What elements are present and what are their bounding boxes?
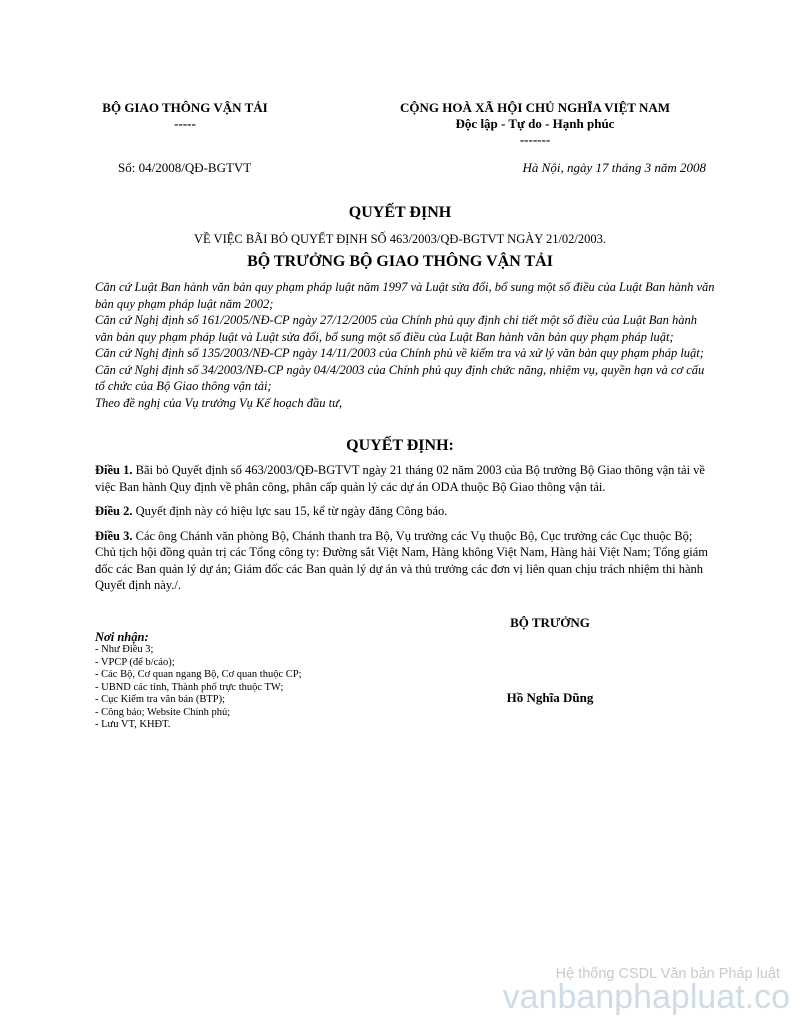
recipient-item: - Lưu VT, KHĐT. [95, 719, 171, 730]
article-text: Các ông Chánh văn phòng Bộ, Chánh thanh tra Bộ, Vụ trưởng các Vụ thuộc Bộ, Cục trưởng các Cục thuộc Bộ; Chủ tịch hội đồng quản trị các Tổng công ty: Đường sắt Việt Nam, Hàng không Việt Nam, Hàng hải Việt Nam; Tổng giám đốc các Ban quản lý dự án; Giám đốc các Ban quản lý dự án và thủ trưởng các đơn vị liên quan chịu trách nhiệm thi hành Quyết định này./. [95, 528, 709, 592]
recipient-item: - VPCP (để b/cáo); [95, 656, 175, 668]
recipient-item: - Như Điều 3; [95, 644, 154, 655]
national-header-block [330, 100, 740, 148]
watermark-site: vanbanphapluat.co [502, 978, 790, 1016]
place-and-date: Hà Nội, ngày 17 tháng 3 năm 2008 [522, 160, 706, 175]
article-2 [95, 503, 715, 520]
legal-basis-item: Căn cứ Nghị định số 135/2003/NĐ-CP ngày 14/11/2003 của Chính phủ về kiểm tra và xử lý văn bản quy phạm pháp luật; [95, 346, 704, 360]
recipient-item: - Các Bộ, Cơ quan ngang Bộ, Cơ quan thuộc CP; [95, 669, 302, 680]
issuing-agency-divider: ----- [174, 116, 196, 131]
recipient-item: - Cục Kiểm tra văn bản (BTP); [95, 694, 226, 705]
recipients-block [95, 630, 415, 732]
nation-name: CỘNG HOÀ XÃ HỘI CHỦ NGHĨA VIỆT NAM [399, 100, 671, 115]
document-subject: VỀ VIỆC BÃI BỎ QUYẾT ĐỊNH SỐ 463/2003/QĐ-BGTVT NGÀY 21/02/2003. [193, 232, 607, 246]
document-number: Số: 04/2008/QĐ-BGTVT [118, 160, 252, 175]
legal-bases [95, 279, 715, 411]
article-text: Quyết định này có hiệu lực sau 15, kể từ ngày đăng Công báo. [132, 504, 448, 518]
article-label: Điều 3. [95, 528, 133, 543]
signer-title: BỘ TRƯỞNG [510, 615, 590, 630]
national-motto: Độc lập - Tự do - Hạnh phúc [455, 116, 615, 131]
document-type-title: QUYẾT ĐỊNH [348, 204, 452, 221]
articles [95, 462, 715, 602]
recipients-heading: Nơi nhận: [95, 630, 149, 644]
decision-heading: QUYẾT ĐỊNH: [346, 437, 454, 454]
article-text: Bãi bỏ Quyết định số 463/2003/QĐ-BGTVT ngày 21 tháng 02 năm 2003 của Bộ trưởng Bộ Giao thông vận tải về việc Ban hành Quy định về phân công, phân cấp quản lý các dự án ODA thuộc Bộ Giao thông vận tải. [95, 463, 705, 494]
watermark-caption: Hệ thống CSDL Văn bản Pháp luật [555, 966, 780, 982]
article-1 [95, 462, 715, 495]
legal-basis-item: Căn cứ Nghị định số 34/2003/NĐ-CP ngày 04/4/2003 của Chính phủ quy định chức năng, nhiệm vụ, quyền hạn và cơ cấu tổ chức của Bộ Giao thông vận tải; [95, 362, 705, 393]
article-label: Điều 2. [95, 504, 133, 518]
issuer-title: BỘ TRƯỞNG BỘ GIAO THÔNG VẬN TẢI [247, 253, 553, 270]
recipient-item: - UBND các tỉnh, Thành phố trực thuộc TW; [95, 681, 284, 693]
issuing-agency-block [60, 100, 310, 132]
recipient-item: - Công báo; Website Chính phủ; [95, 706, 231, 718]
issuing-agency-name: BỘ GIAO THÔNG VẬN TẢI [102, 100, 268, 115]
article-label: Điều 1. [95, 463, 133, 477]
legal-basis-item: Theo đề nghị của Vụ trưởng Vụ Kế hoạch đầu tư, [95, 395, 343, 410]
legal-basis-item: Căn cứ Luật Ban hành văn bản quy phạm pháp luật năm 1997 và Luật sửa đổi, bổ sung một số điều của Luật Ban hành văn bản quy phạm pháp luật năm 2002; [95, 280, 715, 311]
article-3 [95, 528, 715, 594]
legal-basis-item: Căn cứ Nghị định số 161/2005/NĐ-CP ngày 27/12/2005 của Chính phủ quy định chi tiết một số điều của Luật Ban hành văn bản quy phạm pháp luật và Luật sửa đổi, bổ sung một số điều của Luật Ban hành văn bản quy phạm pháp luật; [95, 313, 698, 344]
signer-name: Hồ Nghĩa Dũng [506, 690, 594, 705]
national-motto-divider: ------- [519, 132, 551, 147]
